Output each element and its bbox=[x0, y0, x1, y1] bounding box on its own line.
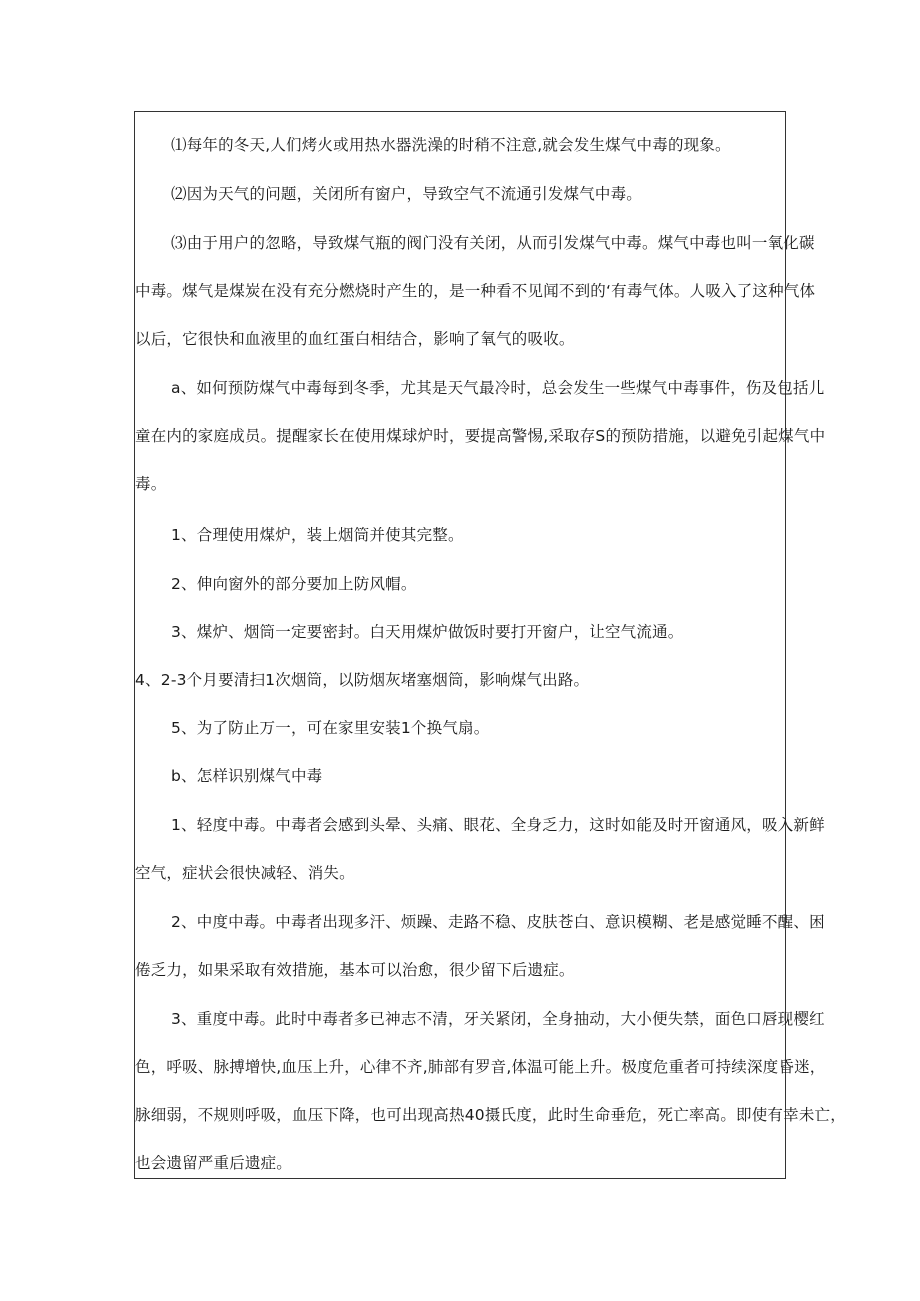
text-line: ⑶由于用户的忽略，导致煤气瓶的阀门没有关闭，从而引发煤气中毒。煤气中毒也叫一氧化碳 bbox=[171, 234, 815, 252]
list-item-prevention-4 bbox=[135, 656, 785, 704]
list-item-prevention-1 bbox=[135, 511, 785, 559]
text-line: 毒。 bbox=[135, 475, 167, 493]
text-line: 脉细弱，不规则呼吸，血压下降，也可出现高热40摄氏度，此时生命垂危，死亡率高。即使有幸未亡， bbox=[135, 1106, 846, 1124]
text-line: 空气，症状会很快减轻、消失。 bbox=[135, 864, 355, 882]
paragraph-prevention-heading bbox=[135, 364, 826, 508]
text-line: 中毒。煤气是煤炭在没有充分燃烧时产生的，是一种看不见闻不到的‘有毒气体。人吸入了这种气体 bbox=[135, 282, 816, 300]
text-line: 4、2-3个月要清扫1次烟筒，以防烟灰堵塞烟筒，影响煤气出路。 bbox=[135, 671, 590, 689]
text-line: ⑴每年的冬天,人们烤火或用热水器洗澡的时稍不注意,就会发生煤气中毒的现象。 bbox=[171, 136, 731, 154]
text-line: 倦乏力，如果采取有效措施，基本可以治愈，很少留下后遗症。 bbox=[135, 961, 575, 979]
list-item-prevention-5 bbox=[135, 704, 785, 752]
text-line: 也会遗留严重后遗症。 bbox=[135, 1154, 293, 1172]
text-line: 色，呼吸、脉搏增快,血压上升，心律不齐,肺部有罗音,体温可能上升。极度危重者可持续深度昏迷， bbox=[135, 1058, 826, 1076]
paragraph-identify-heading bbox=[135, 752, 785, 800]
text-line: 2、伸向窗外的部分要加上防风帽。 bbox=[171, 575, 417, 593]
text-line: 1、轻度中毒。中毒者会感到头晕、头痛、眼花、全身乏力，这时如能及时开窗通风，吸入新鲜 bbox=[171, 816, 825, 834]
document-frame bbox=[134, 111, 846, 1179]
paragraph-cause-1 bbox=[135, 121, 785, 169]
paragraph-cause-3 bbox=[135, 219, 816, 363]
text-line: 5、为了防止万一，可在家里安装1个换气扇。 bbox=[171, 719, 490, 737]
text-line: 1、合理使用煤炉，装上烟筒并使其完整。 bbox=[171, 526, 464, 544]
text-line: 童在内的家庭成员。提醒家长在使用煤球炉时，要提高警惕,采取存S的预防措施，以避免引起煤气中 bbox=[135, 427, 826, 445]
list-item-mild-poisoning bbox=[135, 801, 825, 897]
list-item-severe-poisoning bbox=[135, 995, 846, 1187]
text-line: b、怎样识别煤气中毒 bbox=[171, 767, 323, 785]
text-line: ⑵因为天气的问题，关闭所有窗户，导致空气不流通引发煤气中毒。 bbox=[171, 185, 643, 203]
text-line: 以后，它很快和血液里的血红蛋白相结合，影响了氧气的吸收。 bbox=[135, 330, 575, 348]
text-line: 3、煤炉、烟筒一定要密封。白天用煤炉做饭时要打开窗户，让空气流通。 bbox=[171, 623, 684, 641]
paragraph-cause-2 bbox=[135, 170, 785, 218]
list-item-moderate-poisoning bbox=[135, 898, 825, 994]
text-line: 2、中度中毒。中毒者出现多汗、烦躁、走路不稳、皮肤苍白、意识模糊、老是感觉睡不醒、困 bbox=[171, 913, 825, 931]
list-item-prevention-2 bbox=[135, 560, 785, 608]
text-line: 3、重度中毒。此时中毒者多已神志不清，牙关紧闭，全身抽动，大小便失禁，面色口唇现樱红 bbox=[171, 1010, 825, 1028]
list-item-prevention-3 bbox=[135, 608, 785, 656]
text-line: a、如何预防煤气中毒每到冬季，尤其是天气最冷时，总会发生一些煤气中毒事件，伤及包括儿 bbox=[171, 379, 825, 397]
